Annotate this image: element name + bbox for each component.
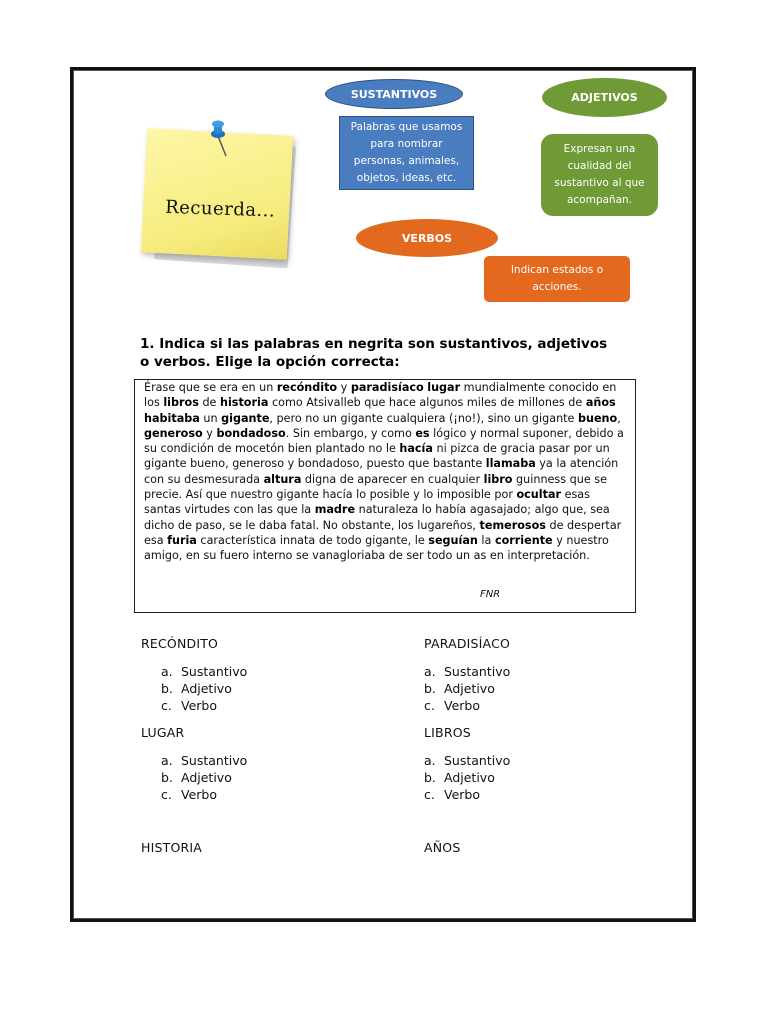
bold-keyword: furia xyxy=(167,533,197,547)
bold-keyword: paradisíaco xyxy=(350,381,424,394)
item-recondito xyxy=(141,636,247,714)
reading-passage xyxy=(144,380,627,564)
item-word: LIBROS xyxy=(424,725,471,740)
option-b[interactable]: b. Adjetivo xyxy=(424,770,495,785)
item-word: PARADISÍACO xyxy=(424,636,511,651)
verbos-definition: Indican estados o acciones. xyxy=(484,256,630,302)
passage-text: Érase que se era en un xyxy=(144,381,277,394)
bold-keyword: años xyxy=(585,396,616,410)
passage-text: esas santas virtudes con las que la xyxy=(144,488,590,517)
bold-keyword: habitaba xyxy=(144,411,200,425)
verbos-title: VERBOS xyxy=(356,219,498,257)
item-historia: HISTORIA xyxy=(141,840,203,855)
passage-text: ya la atención con su desmesurada xyxy=(144,457,619,486)
passage-text: de despertar esa xyxy=(144,518,622,547)
option-list xyxy=(424,663,510,714)
item-word: RECÓNDITO xyxy=(141,636,219,651)
adjetivos-title: ADJETIVOS xyxy=(542,78,667,117)
passage-text: de xyxy=(198,396,220,410)
passage-text: lógico y normal suponer, debido a su condición de mocetón bien plantado no le xyxy=(144,426,624,456)
bold-keyword: seguían xyxy=(428,533,478,547)
option-c[interactable]: c. Verbo xyxy=(424,698,480,713)
bold-keyword: bueno xyxy=(577,411,618,425)
bold-keyword: ocultar xyxy=(516,488,562,502)
option-a[interactable]: a. Sustantivo xyxy=(424,753,511,768)
sustantivos-title: SUSTANTIVOS xyxy=(325,79,463,109)
option-b[interactable]: b. Adjetivo xyxy=(161,681,232,696)
reading-passage-box xyxy=(134,379,636,613)
bold-keyword: bondadoso xyxy=(216,426,286,440)
bold-keyword: corriente xyxy=(494,533,553,547)
option-c[interactable]: c. Verbo xyxy=(161,698,217,713)
passage-text: , pero no un gigante cualquiera (¡no!), sino un gigante xyxy=(269,411,578,425)
passage-text: y xyxy=(337,381,351,394)
bold-keyword: hacía xyxy=(399,442,433,456)
option-a[interactable]: a. Sustantivo xyxy=(161,753,248,768)
item-lugar xyxy=(141,725,247,803)
bold-keyword: temerosos xyxy=(479,518,546,532)
sticky-note-label: Recuerda... xyxy=(164,196,276,222)
item-anos: AÑOS xyxy=(424,840,461,855)
bold-keyword: libro xyxy=(483,472,513,486)
option-c[interactable]: c. Verbo xyxy=(424,787,480,802)
adjetivos-definition: Expresan una cualidad del sustantivo al que acompañan. xyxy=(541,134,658,216)
option-b[interactable]: b. Adjetivo xyxy=(161,770,232,785)
passage-text: naturaleza lo había agasajado; algo que, sea dicho de paso, se le daba fatal. No obstante, los lugareños, xyxy=(144,503,610,532)
passage-author: FNR xyxy=(480,589,501,600)
bold-keyword: llamaba xyxy=(485,457,536,471)
option-list xyxy=(424,752,510,803)
option-a[interactable]: a. Sustantivo xyxy=(161,664,248,679)
option-b[interactable]: b. Adjetivo xyxy=(424,681,495,696)
bold-keyword: generoso xyxy=(144,426,203,440)
passage-text: característica innata de todo gigante, le xyxy=(196,533,429,547)
option-c[interactable]: c. Verbo xyxy=(161,787,217,802)
item-libros xyxy=(424,725,510,803)
passage-text: , xyxy=(617,411,621,425)
bold-keyword: recóndito xyxy=(276,381,338,394)
bold-keyword: libros xyxy=(163,396,199,410)
sustantivos-definition: Palabras que usamos para nombrar personas, animales, objetos, ideas, etc. xyxy=(339,116,474,190)
passage-text: . Sin embargo, y como xyxy=(285,426,416,440)
option-a[interactable]: a. Sustantivo xyxy=(424,664,511,679)
passage-text: mundialmente conocido en los xyxy=(144,381,617,410)
passage-text: guinness que se precie. Así que nuestro gigante hacía lo posible y lo imposible por xyxy=(144,472,607,502)
bold-keyword: lugar xyxy=(427,381,461,394)
pushpin-icon xyxy=(206,118,236,158)
item-paradisiaco xyxy=(424,636,510,714)
passage-text: un xyxy=(199,411,222,425)
bold-keyword: es xyxy=(415,426,430,440)
passage-text: ni pizca de gracia pasar por un gigante bueno, generoso y bondadoso, puesto que bastante xyxy=(144,442,610,471)
item-word: LUGAR xyxy=(141,725,185,740)
bold-keyword: madre xyxy=(314,503,356,517)
passage-text: y xyxy=(202,426,217,440)
question-prompt: 1. Indica si las palabras en negrita son sustantivos, adjetivos o verbos. Elige la opción correcta: xyxy=(140,336,608,370)
passage-text: como Atsivalleb que hace algunos miles de millones de xyxy=(268,396,586,410)
bold-keyword: altura xyxy=(263,472,302,486)
passage-text: la xyxy=(477,533,495,547)
option-list xyxy=(161,752,247,803)
passage-text: y nuestro amigo, en su fuero interno se vanagloriaba de ser todo un as en interpretación. xyxy=(144,533,609,563)
passage-text: digna de aparecer en cualquier xyxy=(301,472,484,486)
bold-keyword: historia xyxy=(220,396,269,410)
bold-keyword: gigante xyxy=(221,411,270,425)
option-list xyxy=(161,663,247,714)
